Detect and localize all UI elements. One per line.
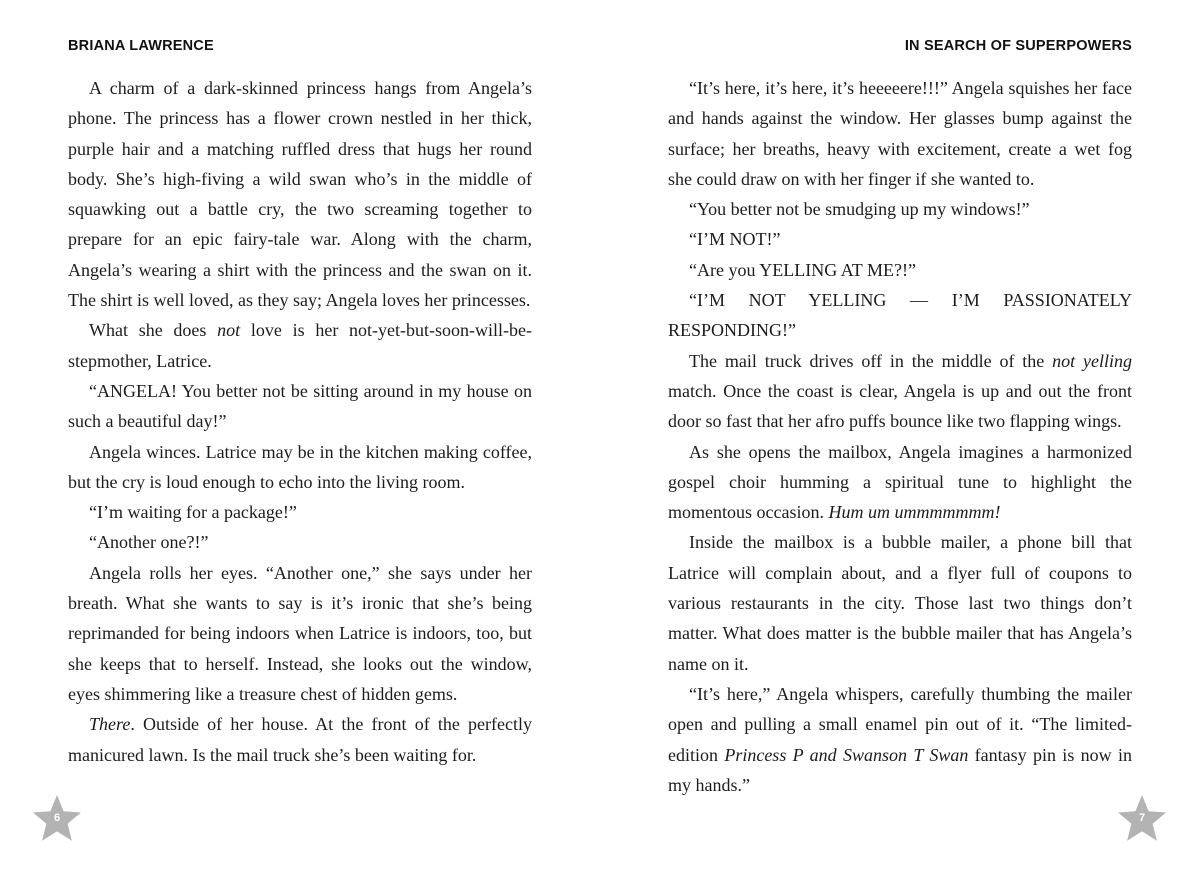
paragraph bbox=[68, 497, 532, 527]
paragraph bbox=[68, 437, 532, 498]
paragraph bbox=[668, 194, 1132, 224]
text-run: . Outside of her house. At the front of the perfectly manicured lawn. Is the mail truck she’s been waiting for. bbox=[68, 714, 532, 765]
text-run: match. Once the coast is clear, Angela is up and out the front door so fast that her afro puffs bounce like two flapping wings. bbox=[668, 380, 1132, 432]
paragraph bbox=[68, 315, 532, 376]
text-run: “You better not be smudging up my windows!” bbox=[689, 199, 1030, 220]
text-run: As she opens the mailbox, Angela imagines a harmonized gospel choir humming a spiritual tune to highlight the momentous occasion. bbox=[668, 441, 1132, 523]
italic-text: not yelling bbox=[1052, 350, 1132, 371]
paragraph bbox=[668, 224, 1132, 254]
paragraph bbox=[668, 527, 1132, 678]
italic-text: Princess P and Swanson T Swan bbox=[724, 744, 969, 765]
text-run: Inside the mailbox is a bubble mailer, a phone bill that Latrice will complain about, and a flyer full of coupons to various restaurants in the city. Those last two things don’t matter. What does matter is the bubble mailer that has Angela’s name on it. bbox=[668, 532, 1132, 674]
text-run: “It’s here,” Angela whispers, carefully thumbing the mailer open and pulling a small enamel pin out of it. “The limited-edition bbox=[668, 683, 1132, 765]
running-head-author: BRIANA LAWRENCE bbox=[68, 38, 214, 54]
paragraph bbox=[668, 285, 1132, 346]
italic-text: not bbox=[217, 320, 241, 341]
page-number: 7 bbox=[1138, 812, 1146, 824]
paragraph bbox=[68, 558, 532, 709]
text-run: “Are you YELLING AT ME?!” bbox=[689, 259, 916, 280]
text-run: A charm of a dark-skinned princess hangs from Angela’s phone. The princess has a flower crown nestled in her thick, purple hair and a matching ruffled dress that hugs her round body. She’s high-fiving a wild swan who’s in the middle of squawking out a battle cry, the two screaming together to prepare for an epic fairy-tale war. Along with the charm, Angela’s wearing a shirt with the princess and the swan on it. The shirt is well loved, as they say; Angela loves her princesses. bbox=[68, 78, 532, 311]
text-run: Angela rolls her eyes. “Another one,” she says under her breath. What she wants to say is it’s ironic that she’s being reprimanded for being indoors when Latrice is indoors, too, but she keeps that to herself. Instead, she looks out the window, eyes shimmering like a treasure chest of hidden gems. bbox=[68, 562, 532, 704]
text-run: “I’M NOT!” bbox=[689, 229, 781, 250]
text-run: love is her not-yet-but-soon-will-be-stepmother, Latrice. bbox=[68, 320, 533, 371]
paragraph bbox=[668, 437, 1132, 528]
text-run: “I’m waiting for a package!” bbox=[89, 502, 297, 523]
text-run: “ANGELA! You better not be sitting around in my house on such a beautiful day!” bbox=[68, 380, 532, 432]
text-run: “It’s here, it’s here, it’s heeeeere!!!” Angela squishes her face and hands against the window. Her glasses bump against the surface; her breaths, heavy with excitement, create a wet fog she could draw on with her finger if she wanted to. bbox=[668, 78, 1132, 189]
page-number: 6 bbox=[53, 812, 61, 824]
italic-text: There bbox=[89, 714, 131, 735]
running-head-title: IN SEARCH OF SUPERPOWERS bbox=[904, 38, 1132, 54]
page-number-badge-left bbox=[31, 793, 83, 845]
paragraph bbox=[68, 73, 532, 315]
text-run: What she does bbox=[89, 320, 218, 341]
italic-text: Hum um ummmmmmm! bbox=[828, 502, 1001, 523]
paragraph bbox=[68, 709, 532, 770]
paragraph bbox=[668, 679, 1132, 800]
left-page-body bbox=[68, 73, 532, 770]
paragraph bbox=[68, 376, 532, 437]
text-run: fantasy pin is now in my hands.” bbox=[668, 744, 1132, 795]
right-page-body bbox=[668, 73, 1132, 800]
paragraph bbox=[668, 346, 1132, 437]
text-run: Angela winces. Latrice may be in the kitchen making coffee, but the cry is loud enough to echo into the living room. bbox=[68, 441, 532, 492]
text-run: “Another one?!” bbox=[89, 532, 209, 553]
text-run: “I’M NOT YELLING — I’M PASSIONATELY RESPONDING!” bbox=[668, 290, 1132, 341]
paragraph bbox=[68, 527, 532, 557]
page-number-badge-right bbox=[1116, 793, 1168, 845]
paragraph bbox=[668, 73, 1132, 194]
paragraph bbox=[668, 255, 1132, 285]
text-run: The mail truck drives off in the middle of the bbox=[689, 350, 1053, 371]
